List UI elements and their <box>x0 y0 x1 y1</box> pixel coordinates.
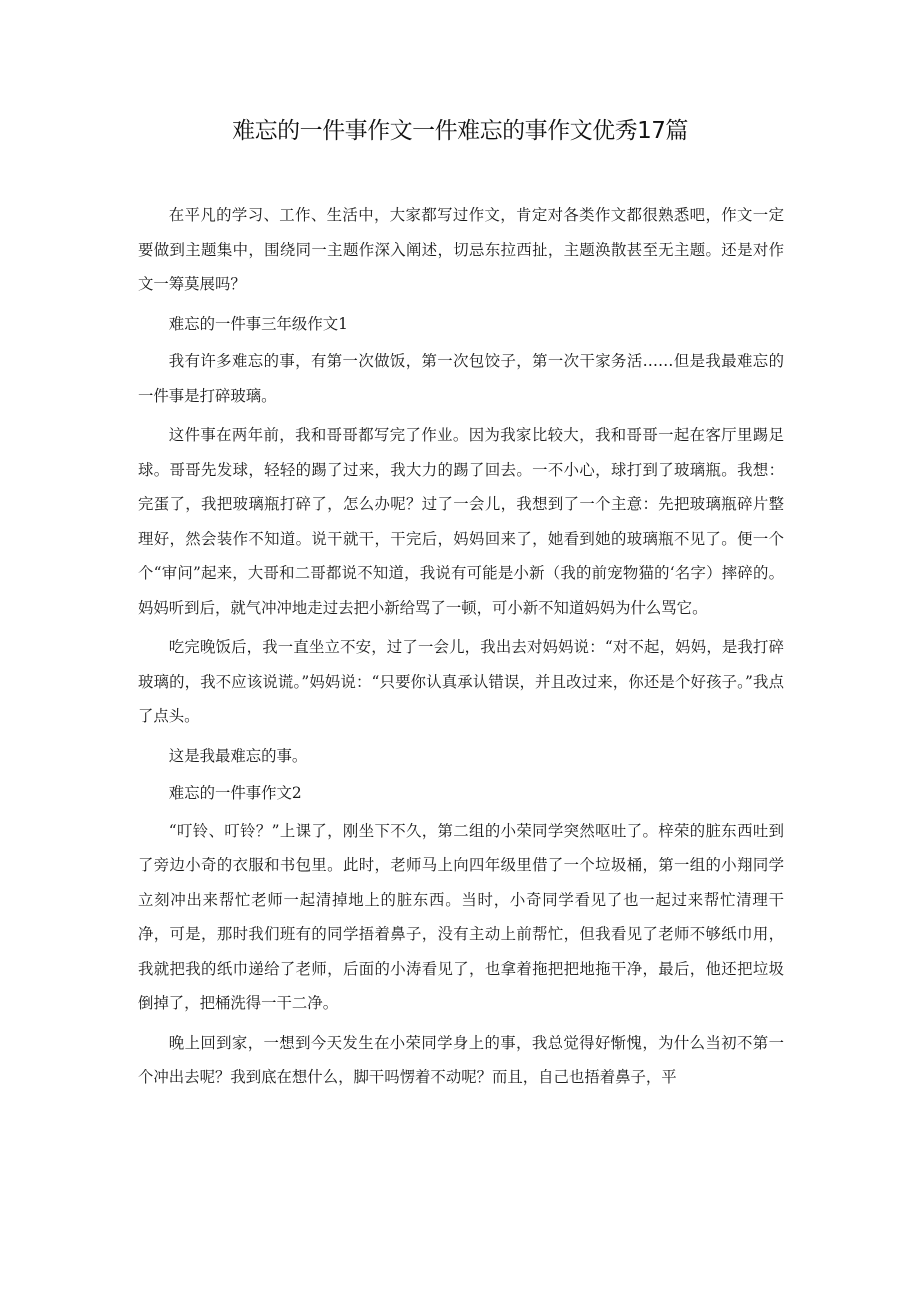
essay-1-paragraph-3: 吃完晚饭后，我一直坐立不安，过了一会儿，我出去对妈妈说：“对不起，妈妈，是我打碎玻璃的，我不应该说谎。”妈妈说：“只要你认真承认错误，并且改过来，你还是个好孩子。”我点了点头。 <box>138 638 784 725</box>
essay-1-paragraph-4: 这是我最难忘的事。 <box>168 746 308 765</box>
essay-2-paragraph-1: “叮铃、叮铃？”上课了，刚坐下不久，第二组的小荣同学突然呕吐了。梓荣的脏东西吐到了旁边小奇的衣服和书包里。此时，老师马上向四年级里借了一个垃圾桶，第一组的小翔同学立刻冲出来帮忙老师一起清掉地上的脏东西。当时，小奇同学看见了也一起过来帮忙清理干净，可是，那时我们班有的同学捂着鼻子，没有主动上前帮忙，但我看见了老师不够纸巾用，我就把我的纸巾递给了老师，后面的小涛看见了，也拿着拖把把地拖干净，最后，他还把垃圾倒掉了，把桶洗得一干二净。 <box>138 821 784 1012</box>
essay-1-paragraph-1: 我有许多难忘的事，有第一次做饭，第一次包饺子，第一次干家务活……但是我最难忘的一件事是打碎玻璃。 <box>138 352 784 405</box>
essay-2-paragraph-2: 晚上回到家，一想到今天发生在小荣同学身上的事，我总觉得好惭愧，为什么当初不第一个冲出去呢？我到底在想什么，脚干吗愣着不动呢？而且，自己也捂着鼻子，平 <box>138 1033 784 1086</box>
document-body <box>138 198 784 1100</box>
document-title: 难忘的一件事作文一件难忘的事作文优秀17篇 <box>232 118 688 144</box>
essay-1-heading: 难忘的一件事三年级作文1 <box>168 314 348 333</box>
intro-paragraph: 在平凡的学习、工作、生活中，大家都写过作文，肯定对各类作文都很熟悉吧，作文一定要做到主题集中，围绕同一主题作深入阐述，切忌东拉西扯，主题涣散甚至无主题。还是对作文一筹莫展吗？ <box>138 206 784 293</box>
essay-2-heading: 难忘的一件事作文2 <box>168 784 302 802</box>
essay-1-paragraph-2: 这件事在两年前，我和哥哥都写完了作业。因为我家比较大，我和哥哥一起在客厅里踢足球。哥哥先发球，轻轻的踢了过来，我大力的踢了回去。一不小心，球打到了玻璃瓶。我想：完蛋了，我把玻璃瓶打碎了，怎么办呢？过了一会儿，我想到了一个主意：先把玻璃瓶碎片整理好，然会装作不知道。说干就干，干完后，妈妈回来了，她看到她的玻璃瓶不见了。便一个个“审问”起来，大哥和二哥都说不知道，我说有可能是小新（我的前宠物猫的‘名字）摔碎的。妈妈听到后，就气冲冲地走过去把小新给骂了一顿，可小新不知道妈妈为什么骂它。 <box>138 426 784 617</box>
